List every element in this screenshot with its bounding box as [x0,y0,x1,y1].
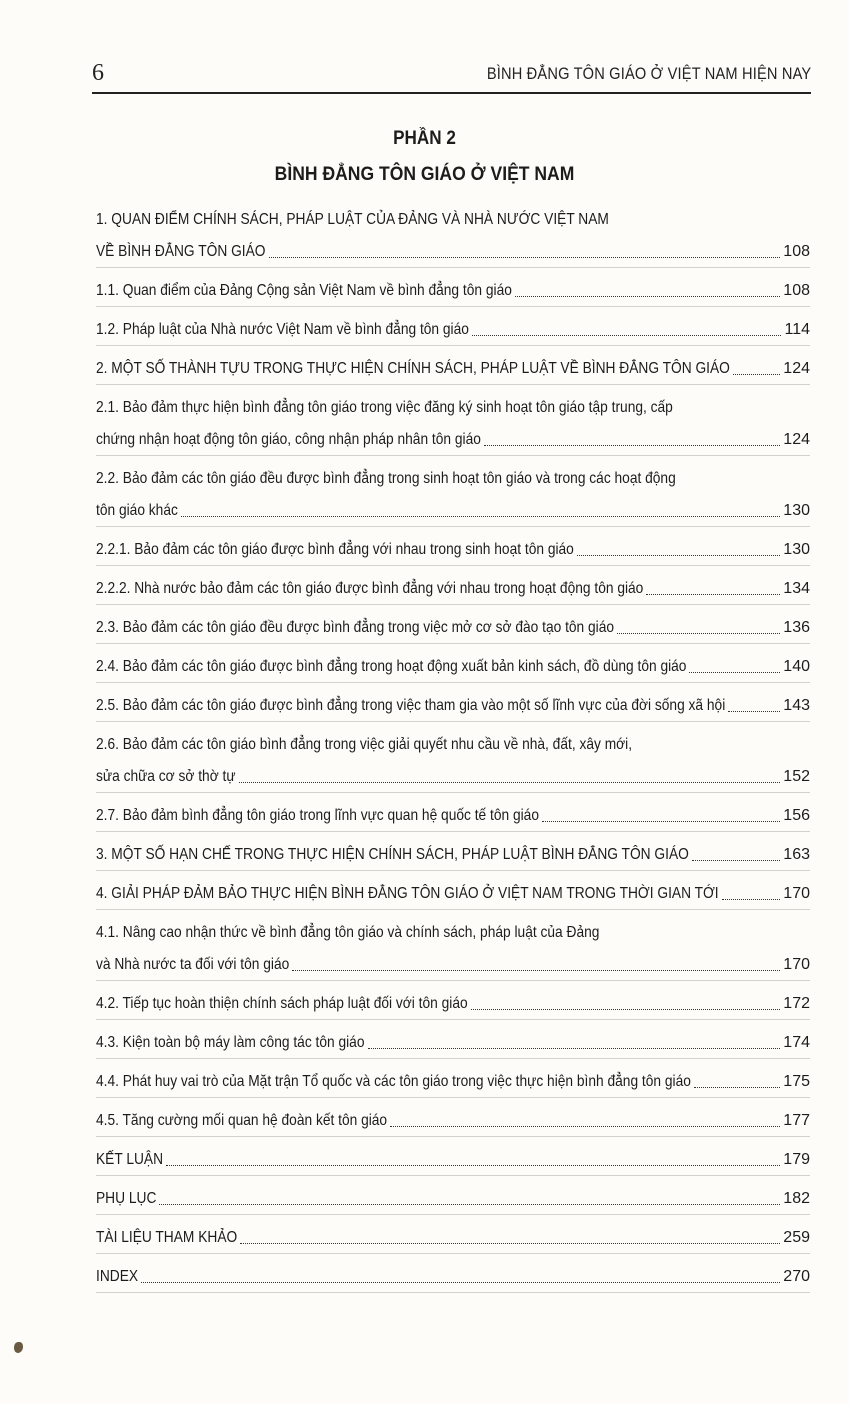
dot-leader [239,782,781,783]
part-label: PHẦN 2 [393,128,456,149]
toc-entry-text: 4. GIẢI PHÁP ĐẢM BẢO THỰC HIỆN BÌNH ĐẲNG TÔN GIÁO Ở VIỆT NAM TRONG THỜI GIAN TỚI [96,885,719,902]
toc-entry-text: 2.7. Bảo đảm bình đẳng tôn giáo trong lĩnh vực quan hệ quốc tế tôn giáo [96,807,539,824]
toc-entry[interactable] [96,616,810,640]
part-title: BÌNH ĐẲNG TÔN GIÁO Ở VIỆT NAM [274,163,575,185]
toc-page-number: 152 [783,768,810,785]
dot-leader [617,633,780,634]
toc-entry[interactable] [96,1070,810,1094]
dot-leader [689,672,780,673]
toc-page-number: 177 [783,1112,810,1129]
toc-entry-text: 2.1. Bảo đảm thực hiện bình đẳng tôn giáo trong việc đăng ký sinh hoạt tôn giáo tập trung, cấp [96,399,673,416]
toc-entry-text: 2.4. Bảo đảm các tôn giáo được bình đẳng trong hoạt động xuất bản kinh sách, đồ dùng tôn giáo [96,658,687,675]
dot-leader [484,445,780,446]
toc-page-number: 175 [783,1073,810,1090]
entry-separator [96,721,810,722]
toc-entry-text: 4.2. Tiếp tục hoàn thiện chính sách pháp luật đối với tôn giáo [96,995,468,1012]
toc-entry-text: 4.3. Kiện toàn bộ máy làm công tác tôn giáo [96,1034,365,1051]
toc-entry[interactable] [96,279,810,303]
toc-page-number: 108 [783,243,810,260]
entry-separator [96,604,810,605]
dot-leader [368,1048,781,1049]
dot-leader [542,821,780,822]
toc-entry-text: PHỤ LỤC [96,1190,157,1207]
toc-entry[interactable] [96,499,810,523]
toc-entry-text: 3. MỘT SỐ HẠN CHẾ TRONG THỰC HIỆN CHÍNH SÁCH, PHÁP LUẬT BÌNH ĐẲNG TÔN GIÁO [96,846,689,863]
entry-separator [96,831,810,832]
toc-page-number: 156 [783,807,810,824]
entry-separator [96,870,810,871]
toc-entry-text: sửa chữa cơ sở thờ tự [96,768,236,785]
toc-entry-text: 2.3. Bảo đảm các tôn giáo đều được bình đẳng trong việc mở cơ sở đào tạo tôn giáo [96,619,615,636]
entry-separator [96,792,810,793]
dot-leader [390,1126,780,1127]
toc-entry[interactable] [96,240,810,264]
entry-separator [96,1097,810,1098]
toc-page-number: 114 [784,321,810,338]
toc-entry[interactable] [96,843,810,867]
toc-page-number: 270 [783,1268,810,1285]
dot-leader [181,516,780,517]
entry-separator [96,565,810,566]
toc-entry[interactable] [96,992,810,1016]
toc-entry-text: INDEX [96,1268,139,1285]
toc-entry[interactable] [96,318,810,342]
dot-leader [166,1165,780,1166]
dot-leader [159,1204,780,1205]
toc-entry[interactable] [96,655,810,679]
toc-entry-text: 2.2. Bảo đảm các tôn giáo đều được bình đẳng trong sinh hoạt tôn giáo và trong các hoạt động [96,470,676,487]
entry-separator [96,909,810,910]
toc-entry-line [96,396,810,420]
toc-page-number: 124 [783,360,810,377]
toc-entry[interactable] [96,1148,810,1172]
toc-entry[interactable] [96,1226,810,1250]
toc-page-number: 130 [783,541,810,558]
toc-entry[interactable] [96,1265,810,1289]
entry-separator [96,682,810,683]
toc-entry-text: 1.2. Pháp luật của Nhà nước Việt Nam về bình đẳng tôn giáo [96,321,469,338]
toc-entry-line [96,208,810,232]
entry-separator [96,1136,810,1137]
entry-separator [96,267,810,268]
toc-page-number: 136 [783,619,810,636]
toc-entry[interactable] [96,1187,810,1211]
dot-leader [694,1087,780,1088]
dot-leader [646,594,780,595]
dot-leader [141,1282,780,1283]
toc-entry[interactable] [96,694,810,718]
toc-page-number: 140 [783,658,810,675]
toc-entry-text: 2.6. Bảo đảm các tôn giáo bình đẳng trong việc giải quyết nhu cầu về nhà, đất, xây mới, [96,736,633,753]
toc-page-number: 134 [783,580,810,597]
entry-separator [96,1058,810,1059]
toc-page-number: 179 [783,1151,810,1168]
toc-entry[interactable] [96,882,810,906]
entry-separator [96,455,810,456]
toc-page-number: 182 [783,1190,810,1207]
toc-page-number: 108 [783,282,810,299]
toc-entry[interactable] [96,765,810,789]
toc-entry[interactable] [96,804,810,828]
dot-leader [722,899,781,900]
entry-separator [96,1175,810,1176]
toc-entry-text: 2.5. Bảo đảm các tôn giáo được bình đẳng trong việc tham gia vào một số lĩnh vực của đời sống xã hội [96,697,726,714]
toc-page-number: 124 [783,431,810,448]
dot-leader [515,296,780,297]
toc-entry[interactable] [96,357,810,381]
paper-speck [14,1342,23,1353]
toc-entry-text: 2.2.2. Nhà nước bảo đảm các tôn giáo được bình đẳng với nhau trong hoạt động tôn giáo [96,580,644,597]
toc-entry-text: 1. QUAN ĐIỂM CHÍNH SÁCH, PHÁP LUẬT CỦA ĐẢNG VÀ NHÀ NƯỚC VIỆT NAM [96,211,609,228]
entry-separator [96,526,810,527]
toc-entry[interactable] [96,953,810,977]
toc-entry-text: 1.1. Quan điểm của Đảng Cộng sản Việt Nam về bình đẳng tôn giáo [96,282,512,299]
toc-entry-text: 2. MỘT SỐ THÀNH TỰU TRONG THỰC HIỆN CHÍNH SÁCH, PHÁP LUẬT VỀ BÌNH ĐẲNG TÔN GIÁO [96,360,730,377]
entry-separator [96,1214,810,1215]
toc-entry[interactable] [96,577,810,601]
toc-page-number: 172 [783,995,810,1012]
toc-entry[interactable] [96,1031,810,1055]
toc-entry-text: 2.2.1. Bảo đảm các tôn giáo được bình đẳng với nhau trong sinh hoạt tôn giáo [96,541,574,558]
dot-leader [733,374,780,375]
toc-entry-text: KẾT LUẬN [96,1151,164,1168]
book-title: BÌNH ĐẲNG TÔN GIÁO Ở VIỆT NAM HIỆN NAY [486,64,811,83]
dot-leader [269,257,781,258]
dot-leader [471,1009,781,1010]
entry-separator [96,1019,810,1020]
toc-page-number: 174 [783,1034,810,1051]
toc-entry-text: 4.5. Tăng cường mối quan hệ đoàn kết tôn giáo [96,1112,388,1129]
toc-page-number: 170 [783,956,810,973]
dot-leader [240,1243,780,1244]
entry-separator [96,384,810,385]
toc-page-number: 163 [783,846,810,863]
toc-page-number: 143 [783,697,810,714]
page-number: 6 [92,60,104,86]
toc-page-number: 130 [783,502,810,519]
dot-leader [728,711,780,712]
toc-entry-text: 4.1. Nâng cao nhận thức về bình đẳng tôn giáo và chính sách, pháp luật của Đảng [96,924,600,941]
toc-entry-text: 4.4. Phát huy vai trò của Mặt trận Tổ quốc và các tôn giáo trong việc thực hiện bình đẳng tôn giáo [96,1073,691,1090]
entry-separator [96,345,810,346]
toc-page-number: 170 [783,885,810,902]
entry-separator [96,643,810,644]
entry-separator [96,1253,810,1254]
toc-page-number: 259 [783,1229,810,1246]
toc-entry-text: VỀ BÌNH ĐẲNG TÔN GIÁO [96,243,266,260]
toc-entry-line [96,733,810,757]
toc-entry[interactable] [96,428,810,452]
entry-separator [96,1292,810,1293]
entry-separator [96,306,810,307]
toc-entry-text: TÀI LIỆU THAM KHẢO [96,1229,238,1246]
toc-entry-text: chứng nhận hoạt động tôn giáo, công nhận pháp nhân tôn giáo [96,431,481,448]
toc-entry-line [96,467,810,491]
toc-entry[interactable] [96,1109,810,1133]
dot-leader [692,860,780,861]
toc-entry-line [96,921,810,945]
toc-entry-text: tôn giáo khác [96,502,178,519]
entry-separator [96,980,810,981]
toc-entry-text: và Nhà nước ta đối với tôn giáo [96,956,290,973]
dot-leader [577,555,781,556]
running-header [92,58,811,94]
toc-entry[interactable] [96,538,810,562]
dot-leader [472,335,782,336]
dot-leader [292,970,780,971]
